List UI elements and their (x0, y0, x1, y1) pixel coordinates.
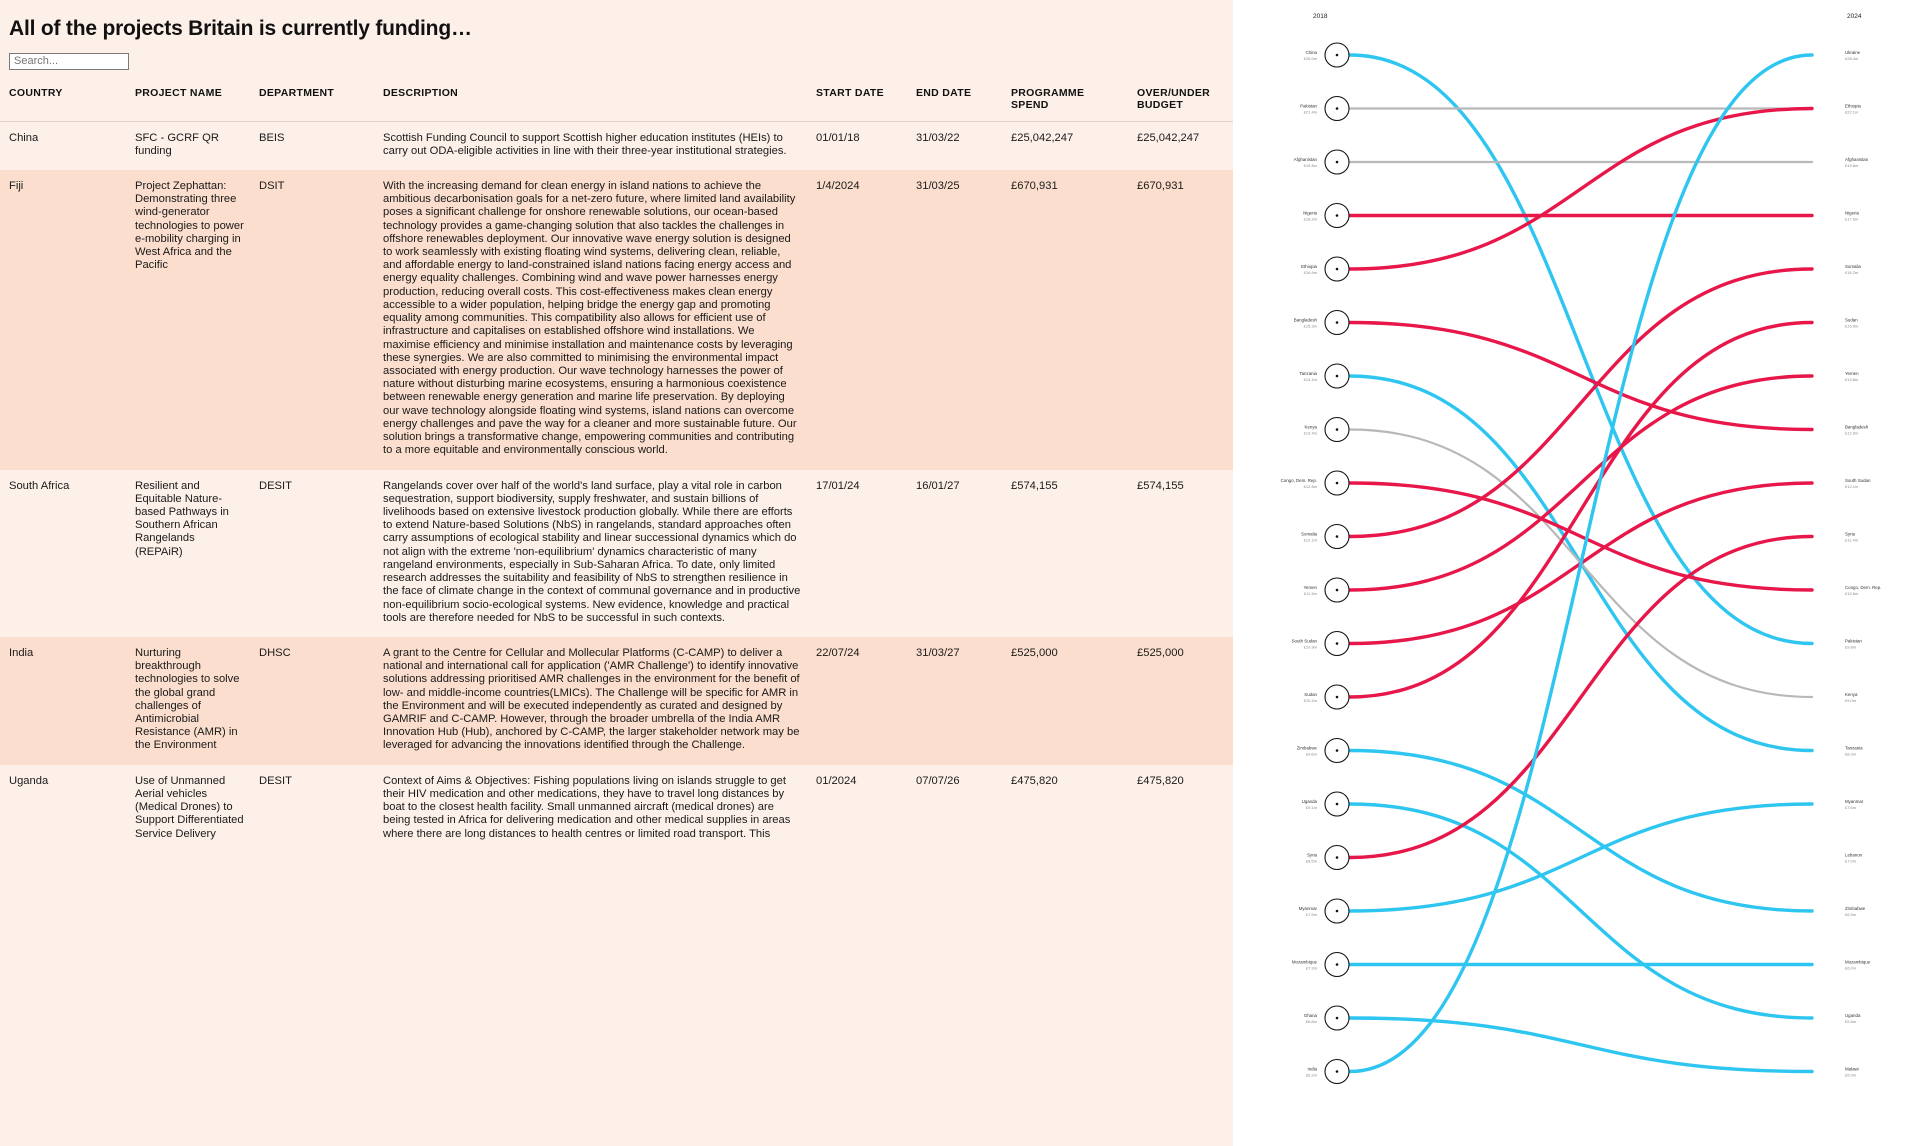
cell-spend: £25,042,247 (1002, 121, 1128, 170)
node-value: £17.6m (1845, 216, 1859, 222)
flow-node-right[interactable] (1845, 371, 1859, 382)
node-value: £15.0m (1845, 323, 1859, 329)
node-dot (1336, 589, 1339, 592)
node-label: Pakistan (1300, 103, 1317, 109)
node-value: £22.1m (1845, 109, 1859, 115)
node-value: £9.1m (1305, 805, 1317, 810)
flow-line (1350, 55, 1812, 644)
node-label: Uganda (1845, 1013, 1861, 1018)
node-label: Uganda (1301, 799, 1317, 804)
cell-start-date: 01/2024 (807, 765, 907, 853)
flow-node-left[interactable] (1304, 43, 1349, 67)
node-label: Mozambique (1291, 959, 1317, 965)
node-value: £7.3m (1305, 965, 1317, 971)
column-header-over-under-budget[interactable]: OVER/UNDER BUDGET (1128, 79, 1233, 122)
node-value: £12.9m (1845, 430, 1859, 436)
flow-node-right[interactable] (1845, 906, 1866, 917)
flow-node-left[interactable] (1306, 1060, 1349, 1084)
node-value: £15.3m (1303, 323, 1317, 329)
node-label: Ghana (1303, 1013, 1317, 1018)
cell-budget: £525,000 (1128, 637, 1233, 765)
node-value: £12.1m (1845, 484, 1859, 489)
cell-description: With the increasing demand for clean energy in island nations to achieve the ambitious decarbonisation goals for a net-zero future, where limited land availability poses a significant challenge for onshore renewable solutions, our ocean-based technology provides a game-changing solution that also tackles the challenges in offshore renewables deployment. Our innovative wave energy solution is designed to work seamlessly with existing floating wind systems, delivering clean, reliable, and affordable energy to land-constrained island nations facing energy access and energy equality challenges. Combining wind and wave power harnesses energy production, reducing overall costs. This cost-effectiveness makes clean energy accessible to a wider population, helping bridge the energy gap and promoting equality among communities. This compatibility also allows for efficient use of infrastructure and capitalises on established offshore wind installations. We maximise efficiency and minimise installation and maintenance costs by leveraging these synergies. We are also committed to minimising the environmental impact associated with energy production. Our wave technology harnesses the power of nature without disturbing marine ecosystems, ensuring a harmonious coexistence between renewable energy generation and marine life preservation. By deploying our wave technology alongside floating wind systems, island nations can overcome energy challenges and pave the way for a cleaner and more sustainable future. Our solution brings a transformative change, empowering communities and contributing to a more equitable and environmentally conscious world. (374, 170, 807, 470)
page-title: All of the projects Britain is currently funding… (9, 17, 472, 40)
cell-project: SFC - GCRF QR funding (126, 121, 250, 170)
search-container (0, 41, 1233, 79)
cell-country: India (0, 637, 126, 765)
cell-end-date: 31/03/25 (907, 170, 1002, 470)
cell-start-date: 17/01/24 (807, 470, 907, 637)
projects-table (0, 79, 1233, 853)
column-header-end-date[interactable]: END DATE (907, 79, 1002, 122)
node-label: Afghanistan (1845, 157, 1869, 162)
cell-start-date: 1/4/2024 (807, 170, 907, 470)
node-value: £6.8m (1305, 1019, 1317, 1024)
flow-line (1350, 804, 1812, 1018)
flow-node-right[interactable] (1845, 746, 1863, 757)
flow-node-left[interactable] (1304, 418, 1349, 442)
node-label: Bangladesh (1845, 424, 1869, 430)
flow-node-right[interactable] (1845, 1067, 1859, 1078)
cell-description: Rangelands cover over half of the world's land surface, play a vital role in carbon sequestration, support biodiversity, supply freshwater, and sustain billions of livelihoods based on extensive livestock production globally. While there are efforts to extend Nature-based Solutions (NbS) in rangelands, standard approaches often carry assumptions of ecological stability and linear successional dynamics which do not align with the extreme 'non-equilibrium' dynamics characteristic of many rangeland environments, especially in Sub-Saharan Africa. To date, only limited research addresses the suitability and feasibility of NbS to strengthen resilience in the face of climate change in the context of communal governance and in productive non-equilibrium socio-ecological systems. New evidence, knowledge and practical tools are therefore needed for NbS to be successful in such contexts. (374, 470, 807, 637)
column-header-start-date[interactable]: START DATE (807, 79, 907, 122)
node-dot (1336, 482, 1339, 485)
cell-end-date: 07/07/26 (907, 765, 1002, 853)
cell-budget: £574,155 (1128, 470, 1233, 637)
flow-node-left[interactable] (1292, 632, 1349, 656)
cell-end-date: 31/03/27 (907, 637, 1002, 765)
flow-line (1350, 55, 1812, 1072)
flow-node-left[interactable] (1299, 899, 1349, 923)
flow-node-left[interactable] (1304, 1006, 1349, 1030)
node-value: £11.4m (1845, 537, 1859, 543)
cell-description: Scottish Funding Council to support Scottish higher education institutes (HEIs) to carry out ODA-eligible activities in line with their three-year institutional strategies. (374, 121, 807, 170)
table-row[interactable] (0, 765, 1233, 853)
node-label: Pakistan (1845, 638, 1862, 644)
node-label: Ethiopia (1301, 264, 1317, 269)
node-label: China (1305, 50, 1317, 55)
column-header-country[interactable]: COUNTRY (0, 79, 126, 122)
cell-country: South Africa (0, 470, 126, 637)
cell-department: DESIT (250, 470, 374, 637)
table-header (0, 79, 1233, 122)
node-dot (1336, 54, 1339, 57)
cell-country: Uganda (0, 765, 126, 853)
flow-node-left[interactable] (1301, 257, 1349, 281)
node-value: £18.2m (1303, 216, 1317, 222)
flow-line (1350, 1018, 1812, 1072)
column-header-project[interactable]: PROJECT NAME (126, 79, 250, 122)
node-value: £9.6m (1305, 751, 1317, 757)
node-dot (1336, 910, 1339, 913)
cell-budget: £670,931 (1128, 170, 1233, 470)
flow-line (1350, 751, 1812, 912)
node-label: Somalia (1301, 531, 1317, 537)
node-value: £10.2m (1303, 698, 1317, 703)
cell-country: Fiji (0, 170, 126, 470)
node-value: £12.8m (1303, 484, 1317, 489)
cell-description: A grant to the Centre for Cellular and Mollecular Platforms (C-CAMP) to deliver a national and international call for application ('AMR Challenge') to identify innovative solutions addressing prioritised AMR challenges in the environment for the benefit of low- and middle-income countries(LMICs). The Challenge will be specific for AMR in the Environment and will be executed independently as curated and designed by GAMRIF and C-CAMP. However, through the broader umbrella of the India AMR Innovation Hub (Hub), anchored by C-CAMP, the larger stakeholder network may be leveraged for advancing the innovations identified through the Challenge. (374, 637, 807, 765)
node-value: £6.2m (1305, 1072, 1317, 1078)
node-value: £19.8m (1303, 163, 1317, 168)
flow-node-left[interactable] (1300, 97, 1349, 121)
flow-node-right[interactable] (1845, 104, 1861, 115)
cell-start-date: 01/01/18 (807, 121, 907, 170)
node-label: India (1307, 1066, 1317, 1072)
node-label: Mozambique (1845, 959, 1871, 965)
flow-diagram-svg (1233, 0, 1908, 1146)
search-input[interactable] (9, 53, 129, 70)
table-row[interactable] (0, 170, 1233, 470)
node-label: Afghanistan (1293, 157, 1317, 162)
node-label: Malawi (1845, 1066, 1859, 1072)
flow-node-right[interactable] (1845, 478, 1871, 489)
column-header-programme-spend[interactable]: PROGRAMME SPEND (1002, 79, 1128, 122)
node-label: Syria (1845, 531, 1856, 537)
column-header-description[interactable]: DESCRIPTION (374, 79, 807, 122)
flow-node-left[interactable] (1301, 525, 1349, 549)
flow-node-left[interactable] (1297, 739, 1349, 763)
flow-node-right[interactable] (1845, 157, 1869, 168)
node-dot (1336, 321, 1339, 324)
node-value: £8.5m (1305, 858, 1317, 864)
flow-node-right[interactable] (1845, 853, 1863, 864)
node-value: £6.5m (1845, 912, 1857, 917)
flow-node-right[interactable] (1845, 1013, 1861, 1024)
node-value: £7.6m (1845, 805, 1857, 810)
node-value: £19.8m (1845, 163, 1859, 168)
node-value: £13.8m (1845, 377, 1859, 382)
cell-country: China (0, 121, 126, 170)
node-value: £21.4m (1303, 109, 1317, 115)
table-row[interactable] (0, 637, 1233, 765)
cell-spend: £670,931 (1002, 170, 1128, 470)
node-label: Yemen (1303, 585, 1317, 590)
flow-line (1350, 323, 1812, 430)
flow-node-right[interactable] (1845, 50, 1861, 61)
node-value: £16.9m (1303, 270, 1317, 275)
node-label: South Sudan (1845, 478, 1871, 483)
flow-node-left[interactable] (1294, 311, 1349, 335)
node-value: £5.0m (1845, 1072, 1857, 1078)
node-dot (1336, 375, 1339, 378)
node-value: £11.5m (1303, 591, 1317, 596)
node-value: £8.3m (1845, 751, 1857, 757)
svg-text:2018: 2018 (1313, 13, 1328, 20)
table-row[interactable] (0, 470, 1233, 637)
flow-node-left[interactable] (1281, 471, 1349, 495)
node-label: Myanmar (1845, 799, 1864, 804)
node-value: £25.0m (1303, 56, 1317, 61)
node-value: £7.0m (1845, 858, 1857, 864)
node-dot (1336, 214, 1339, 217)
node-dot (1336, 107, 1339, 110)
flow-node-right[interactable] (1845, 425, 1869, 436)
flow-lines (1350, 55, 1812, 1072)
node-value: £10.9m (1303, 644, 1317, 650)
node-label: Yemen (1845, 371, 1859, 376)
node-label: Myanmar (1298, 906, 1317, 911)
flow-node-left[interactable] (1303, 578, 1349, 602)
node-label: Lebanon (1845, 852, 1863, 858)
node-dot (1336, 749, 1339, 752)
node-value: £6.0m (1845, 965, 1857, 971)
flow-node-right[interactable] (1845, 960, 1871, 971)
flow-node-left[interactable] (1304, 685, 1349, 709)
node-value: £16.2m (1845, 270, 1859, 275)
node-label: Congo, Dem. Rep. (1845, 585, 1882, 590)
flow-line (1350, 323, 1812, 698)
cell-spend: £574,155 (1002, 470, 1128, 637)
flow-line (1350, 804, 1812, 911)
node-label: Tanzania (1299, 371, 1317, 376)
node-dot (1336, 428, 1339, 431)
node-label: South Sudan (1291, 638, 1317, 644)
node-value: £14.1m (1303, 377, 1317, 382)
cell-department: DHSC (250, 637, 374, 765)
flow-line (1350, 269, 1812, 537)
node-label: Kenya (1304, 424, 1317, 430)
node-label: Sudan (1845, 317, 1858, 323)
node-label: Ethiopia (1845, 103, 1861, 109)
cell-description: Context of Aims & Objectives: Fishing populations living on islands struggle to get their HIV medication and other medications, they have to travel long distances by boat to the closest health facility. Small unmanned aircraft (medical drones) are being tested in Africa for delivering medication and other medical supplies in areas where there are long distances to health centres or limited road transport. This (374, 765, 807, 853)
cell-department: DSIT (250, 170, 374, 470)
node-label: Zimbabwe (1296, 745, 1317, 751)
node-value: £10.6m (1845, 591, 1859, 596)
node-label: Congo, Dem. Rep. (1280, 478, 1317, 483)
node-dot (1336, 1070, 1339, 1073)
flow-node-left[interactable] (1292, 953, 1349, 977)
flow-node-left[interactable] (1306, 846, 1349, 870)
flow-node-left[interactable] (1302, 792, 1349, 816)
flow-node-right[interactable] (1845, 211, 1859, 222)
node-label: Zimbabwe (1845, 906, 1866, 911)
cell-spend: £475,820 (1002, 765, 1128, 853)
flow-line (1350, 483, 1812, 590)
node-value: £5.5m (1845, 1019, 1857, 1024)
flow-node-left[interactable] (1303, 204, 1349, 228)
cell-department: DESIT (250, 765, 374, 853)
node-dot (1336, 963, 1339, 966)
cell-end-date: 31/03/22 (907, 121, 1002, 170)
node-dot (1336, 268, 1339, 271)
node-label: Bangladesh (1293, 317, 1317, 323)
flow-node-left[interactable] (1294, 150, 1349, 174)
node-value: £7.9m (1305, 912, 1317, 917)
node-dot (1336, 803, 1339, 806)
flow-node-right[interactable] (1845, 318, 1859, 329)
node-dot (1336, 161, 1339, 164)
cell-budget: £25,042,247 (1128, 121, 1233, 170)
node-value: £9.0m (1845, 698, 1857, 703)
node-label: Somalia (1845, 264, 1861, 269)
flow-node-right[interactable] (1845, 799, 1864, 810)
cell-project: Resilient and Equitable Nature-based Pathways in Southern African Rangelands (REPAiR) (126, 470, 250, 637)
flow-node-right[interactable] (1845, 532, 1859, 543)
node-label: Nigeria (1303, 210, 1317, 216)
node-value: £12.1m (1303, 537, 1317, 543)
node-label: Tanzania (1845, 745, 1863, 751)
flow-node-left[interactable] (1299, 364, 1349, 388)
svg-text:2024: 2024 (1847, 13, 1862, 20)
node-dot (1336, 856, 1339, 859)
cell-end-date: 16/01/27 (907, 470, 1002, 637)
table-body (0, 121, 1233, 853)
node-dot (1336, 642, 1339, 645)
cell-start-date: 22/07/24 (807, 637, 907, 765)
cell-project: Project Zephattan: Demonstrating three wind-generator technologies to power e-mobility charging in West Africa and the Pacific (126, 170, 250, 470)
column-header-department[interactable]: DEPARTMENT (250, 79, 374, 122)
flow-line (1350, 109, 1812, 270)
node-dot (1336, 696, 1339, 699)
cell-budget: £475,820 (1128, 765, 1233, 853)
flow-diagram-panel (1233, 0, 1908, 1146)
cell-project: Use of Unmanned Aerial vehicles (Medical Drones) to Support Differentiated Service Delivery (126, 765, 250, 853)
node-label: Syria (1306, 852, 1317, 858)
node-label: Sudan (1304, 692, 1317, 697)
flow-node-right[interactable] (1845, 264, 1861, 275)
node-label: Ukraine (1845, 50, 1861, 55)
flow-node-right[interactable] (1845, 585, 1881, 596)
node-value: £13.4m (1303, 430, 1317, 436)
flow-node-right[interactable] (1845, 639, 1862, 650)
header-row (0, 79, 1233, 122)
cell-project: Nurturing breakthrough technologies to solve the global grand challenges of Antimicrobial Resistance (AMR) in the Environment (126, 637, 250, 765)
cell-department: BEIS (250, 121, 374, 170)
cell-spend: £525,000 (1002, 637, 1128, 765)
node-value: £28.4m (1845, 56, 1859, 61)
node-value: £9.8m (1845, 644, 1857, 650)
table-row[interactable] (0, 121, 1233, 170)
node-label: Kenya (1845, 692, 1858, 697)
node-dot (1336, 535, 1339, 538)
flow-node-right[interactable] (1845, 692, 1858, 703)
node-dot (1336, 1017, 1339, 1020)
node-label: Nigeria (1845, 210, 1859, 216)
